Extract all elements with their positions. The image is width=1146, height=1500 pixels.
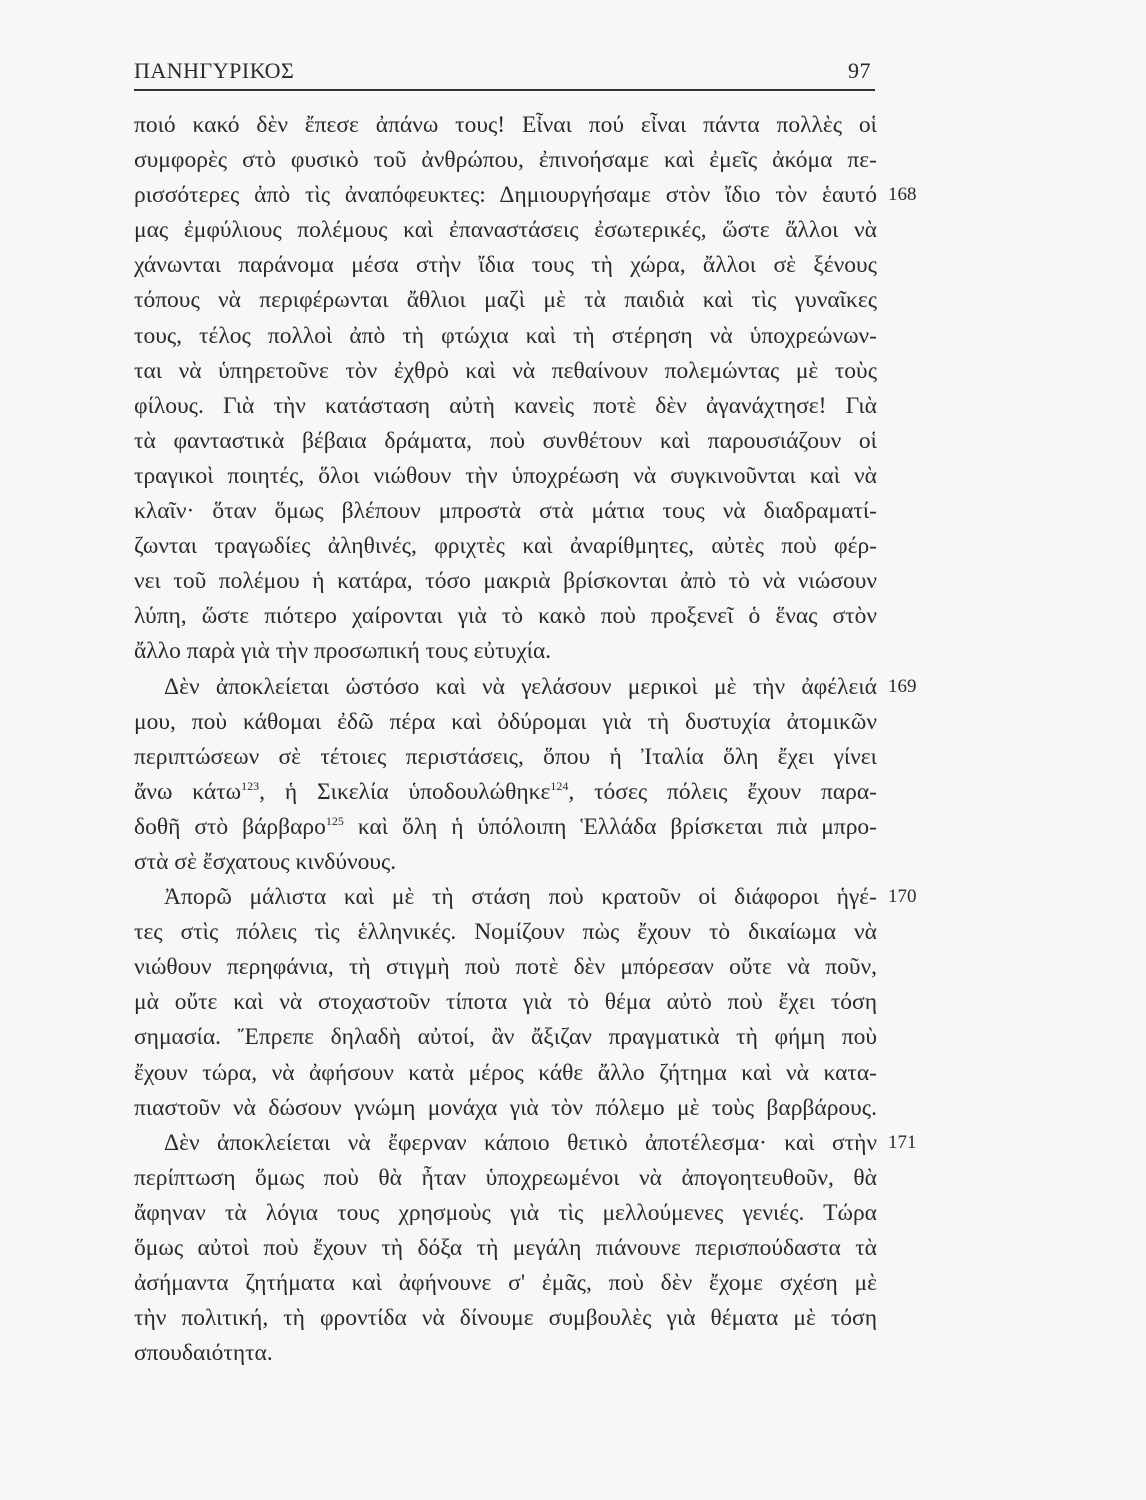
text-line: σπουδαιότητα. xyxy=(134,1340,273,1367)
footnote-ref: 125 xyxy=(325,813,344,828)
text-line: τραγικοὶ ποιητές, ὅλοι νιώθουν τὴν ὑποχρέωση νὰ συγκινοῦνται καὶ νὰ xyxy=(134,462,877,489)
text-line: πιαστοῦν νὰ δώσουν γνώμη μονάχα γιὰ τὸν πόλεμο μὲ τοὺς βαρβάρους. xyxy=(134,1094,877,1121)
text-line: ται νὰ ὑπηρετοῦνε τὸν ἐχθρὸ καὶ νὰ πεθαίνουν πολεμώντας μὲ τοὺς xyxy=(134,357,877,384)
header-rule xyxy=(134,89,875,91)
text-line: ἄνω κάτω$^{123}$, ἡ Σικελία ὑποδουλώθηκε$^{124}$, τόσες πόλεις ἔχουν παρα- xyxy=(134,778,877,805)
text-line: ζωνται τραγωδίες ἀληθινές, φριχτὲς καὶ ἀναρίθμητες, αὐτὲς ποὺ φέρ- xyxy=(134,533,877,560)
text-line: μὰ οὔτε καὶ νὰ στοχαστοῦν τίποτα γιὰ τὸ θέμα αὐτὸ ποὺ ἔχει τόση xyxy=(134,989,877,1016)
text-line: μας ἐμφύλιους πολέμους καὶ ἐπαναστάσεις ἐσωτερικές, ὥστε ἄλλοι νὰ xyxy=(134,217,877,244)
text-line: Δὲν ἀποκλείεται νὰ ἔφερναν κάποιο θετικὸ ἀποτέλεσμα· καὶ στὴν xyxy=(164,1129,877,1156)
text-line: ἔχουν τώρα, νὰ ἀφήσουν κατὰ μέρος κάθε ἄλλο ζήτημα καὶ νὰ κατα- xyxy=(134,1059,877,1086)
text-line: τόπους νὰ περιφέρωνται ἄθλιοι μαζὶ μὲ τὰ παιδιὰ καὶ τὶς γυναῖκες xyxy=(134,287,877,314)
text-line: ρισσότερες ἀπὸ τὶς ἀναπόφευκτες: Δημιουργήσαμε στὸν ἴδιο τὸν ἑαυτό xyxy=(134,182,877,209)
text-line: στὰ σὲ ἔσχατους κινδύνους. xyxy=(134,848,397,875)
text-line: ποιό κακό δὲν ἔπεσε ἀπάνω τους! Εἶναι πού εἶναι πάντα πολλὲς οἱ xyxy=(134,112,877,138)
footnote-ref: 124 xyxy=(550,778,569,793)
text-line: ὅμως αὐτοὶ ποὺ ἔχουν τὴ δόξα τὴ μεγάλη πιάνουνε περισπούδαστα τὰ xyxy=(134,1235,877,1261)
page-number: 97 xyxy=(848,58,871,83)
text-line: κλαῖν· ὅταν ὅμως βλέπουν μπροστὰ στὰ μάτια τους νὰ διαδραματί- xyxy=(134,498,877,525)
text-line: λύπη, ὥστε πιότερο χαίρονται γιὰ τὸ κακὸ ποὺ προξενεῖ ὁ ἕνας στὸν xyxy=(134,603,877,630)
text-line: τὰ φανταστικὰ βέβαια δράματα, ποὺ συνθέτουν καὶ παρουσιάζουν οἱ xyxy=(134,427,877,454)
text-line: ἄφηναν τὰ λόγια τους χρησμοὺς γιὰ τὶς μελλούμενες γενιές. Τώρα xyxy=(134,1199,877,1226)
text-line: Δὲν ἀποκλείεται ὡστόσο καὶ νὰ γελάσουν μερικοὶ μὲ τὴν ἀφέλειά xyxy=(164,673,877,700)
text-line: φίλους. Γιὰ τὴν κατάσταση αὐτὴ κανεὶς ποτὲ δὲν ἀγανάχτησε! Γιὰ xyxy=(134,392,877,419)
text-line: περίπτωση ὅμως ποὺ θὰ ἦταν ὑποχρεωμένοι νὰ ἀπογοητευθοῦν, θὰ xyxy=(134,1164,877,1191)
text-line: σημασία. Ἔπρεπε δηλαδὴ αὐτοί, ἂν ἄξιζαν πραγματικὰ τὴ φήμη ποὺ xyxy=(134,1024,877,1051)
text-line: μου, ποὺ κάθομαι ἐδῶ πέρα καὶ ὀδύρομαι γιὰ τὴ δυστυχία ἀτομικῶν xyxy=(134,708,877,735)
footnote-ref: 123 xyxy=(241,778,260,793)
running-header-title: ΠΑΝΗΓΥΡΙΚΟΣ xyxy=(134,58,295,83)
text-line: νει τοῦ πολέμου ἡ κατάρα, τόσο μακριὰ βρίσκονται ἀπὸ τὸ νὰ νιώσουν xyxy=(134,568,877,595)
text-line: τους, τέλος πολλοὶ ἀπὸ τὴ φτώχια καὶ τὴ στέρηση νὰ ὑποχρεώνων- xyxy=(134,322,877,349)
text-line: νιώθουν περηφάνια, τὴ στιγμὴ ποὺ ποτὲ δὲν μπόρεσαν οὔτε νὰ ποῦν, xyxy=(134,954,877,981)
text-line: περιπτώσεων σὲ τέτοιες περιστάσεις, ὅπου ἡ Ἰταλία ὅλη ἔχει γίνει xyxy=(134,743,877,770)
body-text xyxy=(134,108,877,1371)
text-line: χάνωνται παράνομα μέσα στὴν ἴδια τους τὴ χώρα, ἄλλοι σὲ ξένους xyxy=(134,252,877,279)
text-line: τες στὶς πόλεις τὶς ἑλληνικές. Νομίζουν πὼς ἔχουν τὸ δικαίωμα νὰ xyxy=(134,919,877,946)
margin-section-number: 170 xyxy=(888,886,917,908)
text-line: συμφορὲς στὸ φυσικὸ τοῦ ἀνθρώπου, ἐπινοήσαμε καὶ ἐμεῖς ἀκόμα πε- xyxy=(134,147,877,174)
text-line: ἄλλο παρὰ γιὰ τὴν προσωπική τους εὐτυχία. xyxy=(134,638,552,665)
text-line: δοθῆ στὸ βάρβαρο$^{125}$ καὶ ὅλη ἡ ὑπόλοιπη Ἑλλάδα βρίσκεται πιὰ μπρο- xyxy=(134,813,877,840)
margin-section-number: 168 xyxy=(888,184,917,206)
margin-section-number: 171 xyxy=(888,1131,917,1153)
text-line: τὴν πολιτική, τὴ φροντίδα νὰ δίνουμε συμβουλὲς γιὰ θέματα μὲ τόση xyxy=(134,1305,877,1332)
text-line: Ἀπορῶ μάλιστα καὶ μὲ τὴ στάση ποὺ κρατοῦν οἱ διάφοροι ἡγέ- xyxy=(164,884,877,911)
text-line: ἀσήμαντα ζητήματα καὶ ἀφήνουνε σ' ἐμᾶς, ποὺ δὲν ἔχομε σχέση μὲ xyxy=(134,1270,877,1297)
margin-section-number: 169 xyxy=(888,675,917,697)
